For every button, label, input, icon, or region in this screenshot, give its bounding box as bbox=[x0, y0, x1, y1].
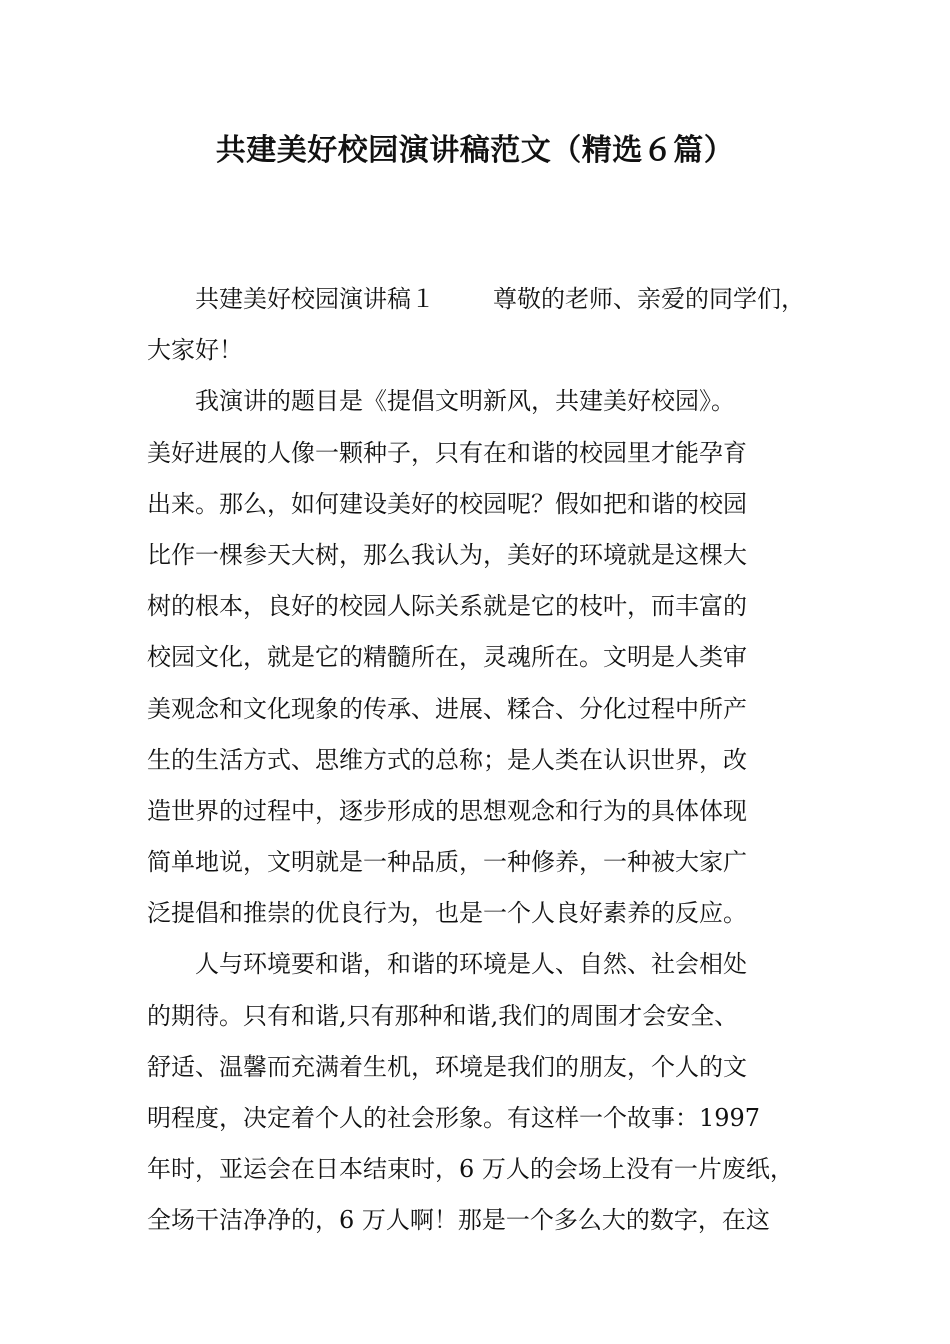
section-heading: 共建美好校园演讲稿１ bbox=[195, 285, 435, 313]
paragraph-line: 美好进展的人像一颗种子，只有在和谐的校园里才能孕育 bbox=[147, 438, 747, 467]
paragraph-line: 年时，亚运会在日本结束时，6 万人的会场上没有一片废纸， bbox=[147, 1155, 794, 1184]
paragraph-line: 生的生活方式、思维方式的总称；是人类在认识世界，改 bbox=[147, 745, 747, 774]
paragraph-line: 出来。那么，如何建设美好的校园呢？假如把和谐的校园 bbox=[147, 489, 747, 518]
paragraph-line: 人与环境要和谐，和谐的环境是人、自然、社会相处 bbox=[195, 950, 747, 979]
paragraph-line bbox=[147, 274, 823, 325]
document-body bbox=[147, 274, 823, 1247]
paragraph-line: 全场干洁净净的，6 万人啊！那是一个多么大的数字，在这 bbox=[147, 1206, 770, 1235]
paragraph-line: 的期待。只有和谐,只有那种和谐,我们的周围才会安全、 bbox=[147, 1001, 739, 1030]
greeting-text: 尊敬的老师、亲爱的同学们， bbox=[493, 285, 805, 313]
paragraph-line: 造世界的过程中，逐步形成的思想观念和行为的具体体现 bbox=[147, 796, 747, 825]
paragraph-line: 明程度，决定着个人的社会形象。有这样一个故事：1997 bbox=[147, 1104, 761, 1132]
paragraph-line: 简单地说，文明就是一种品质，一种修养，一种被大家广 bbox=[147, 848, 747, 877]
paragraph-line: 校园文化，就是它的精髓所在，灵魂所在。文明是人类审 bbox=[147, 643, 747, 672]
document-title: 共建美好校园演讲稿范文（精选６篇） bbox=[215, 133, 735, 168]
paragraph-line: 大家好！ bbox=[147, 336, 243, 365]
paragraph-line: 美观念和文化现象的传承、进展、糅合、分化过程中所产 bbox=[147, 694, 747, 723]
paragraph-line: 泛提倡和推崇的优良行为，也是一个人良好素养的反应。 bbox=[147, 899, 747, 928]
paragraph-line: 舒适、温馨而充满着生机，环境是我们的朋友，个人的文 bbox=[147, 1052, 747, 1081]
paragraph-line: 比作一棵参天大树，那么我认为，美好的环境就是这棵大 bbox=[147, 540, 747, 569]
paragraph-line: 树的根本，良好的校园人际关系就是它的枝叶，而丰富的 bbox=[147, 592, 747, 621]
paragraph-line: 我演讲的题目是《提倡文明新风，共建美好校园》。 bbox=[195, 387, 735, 416]
